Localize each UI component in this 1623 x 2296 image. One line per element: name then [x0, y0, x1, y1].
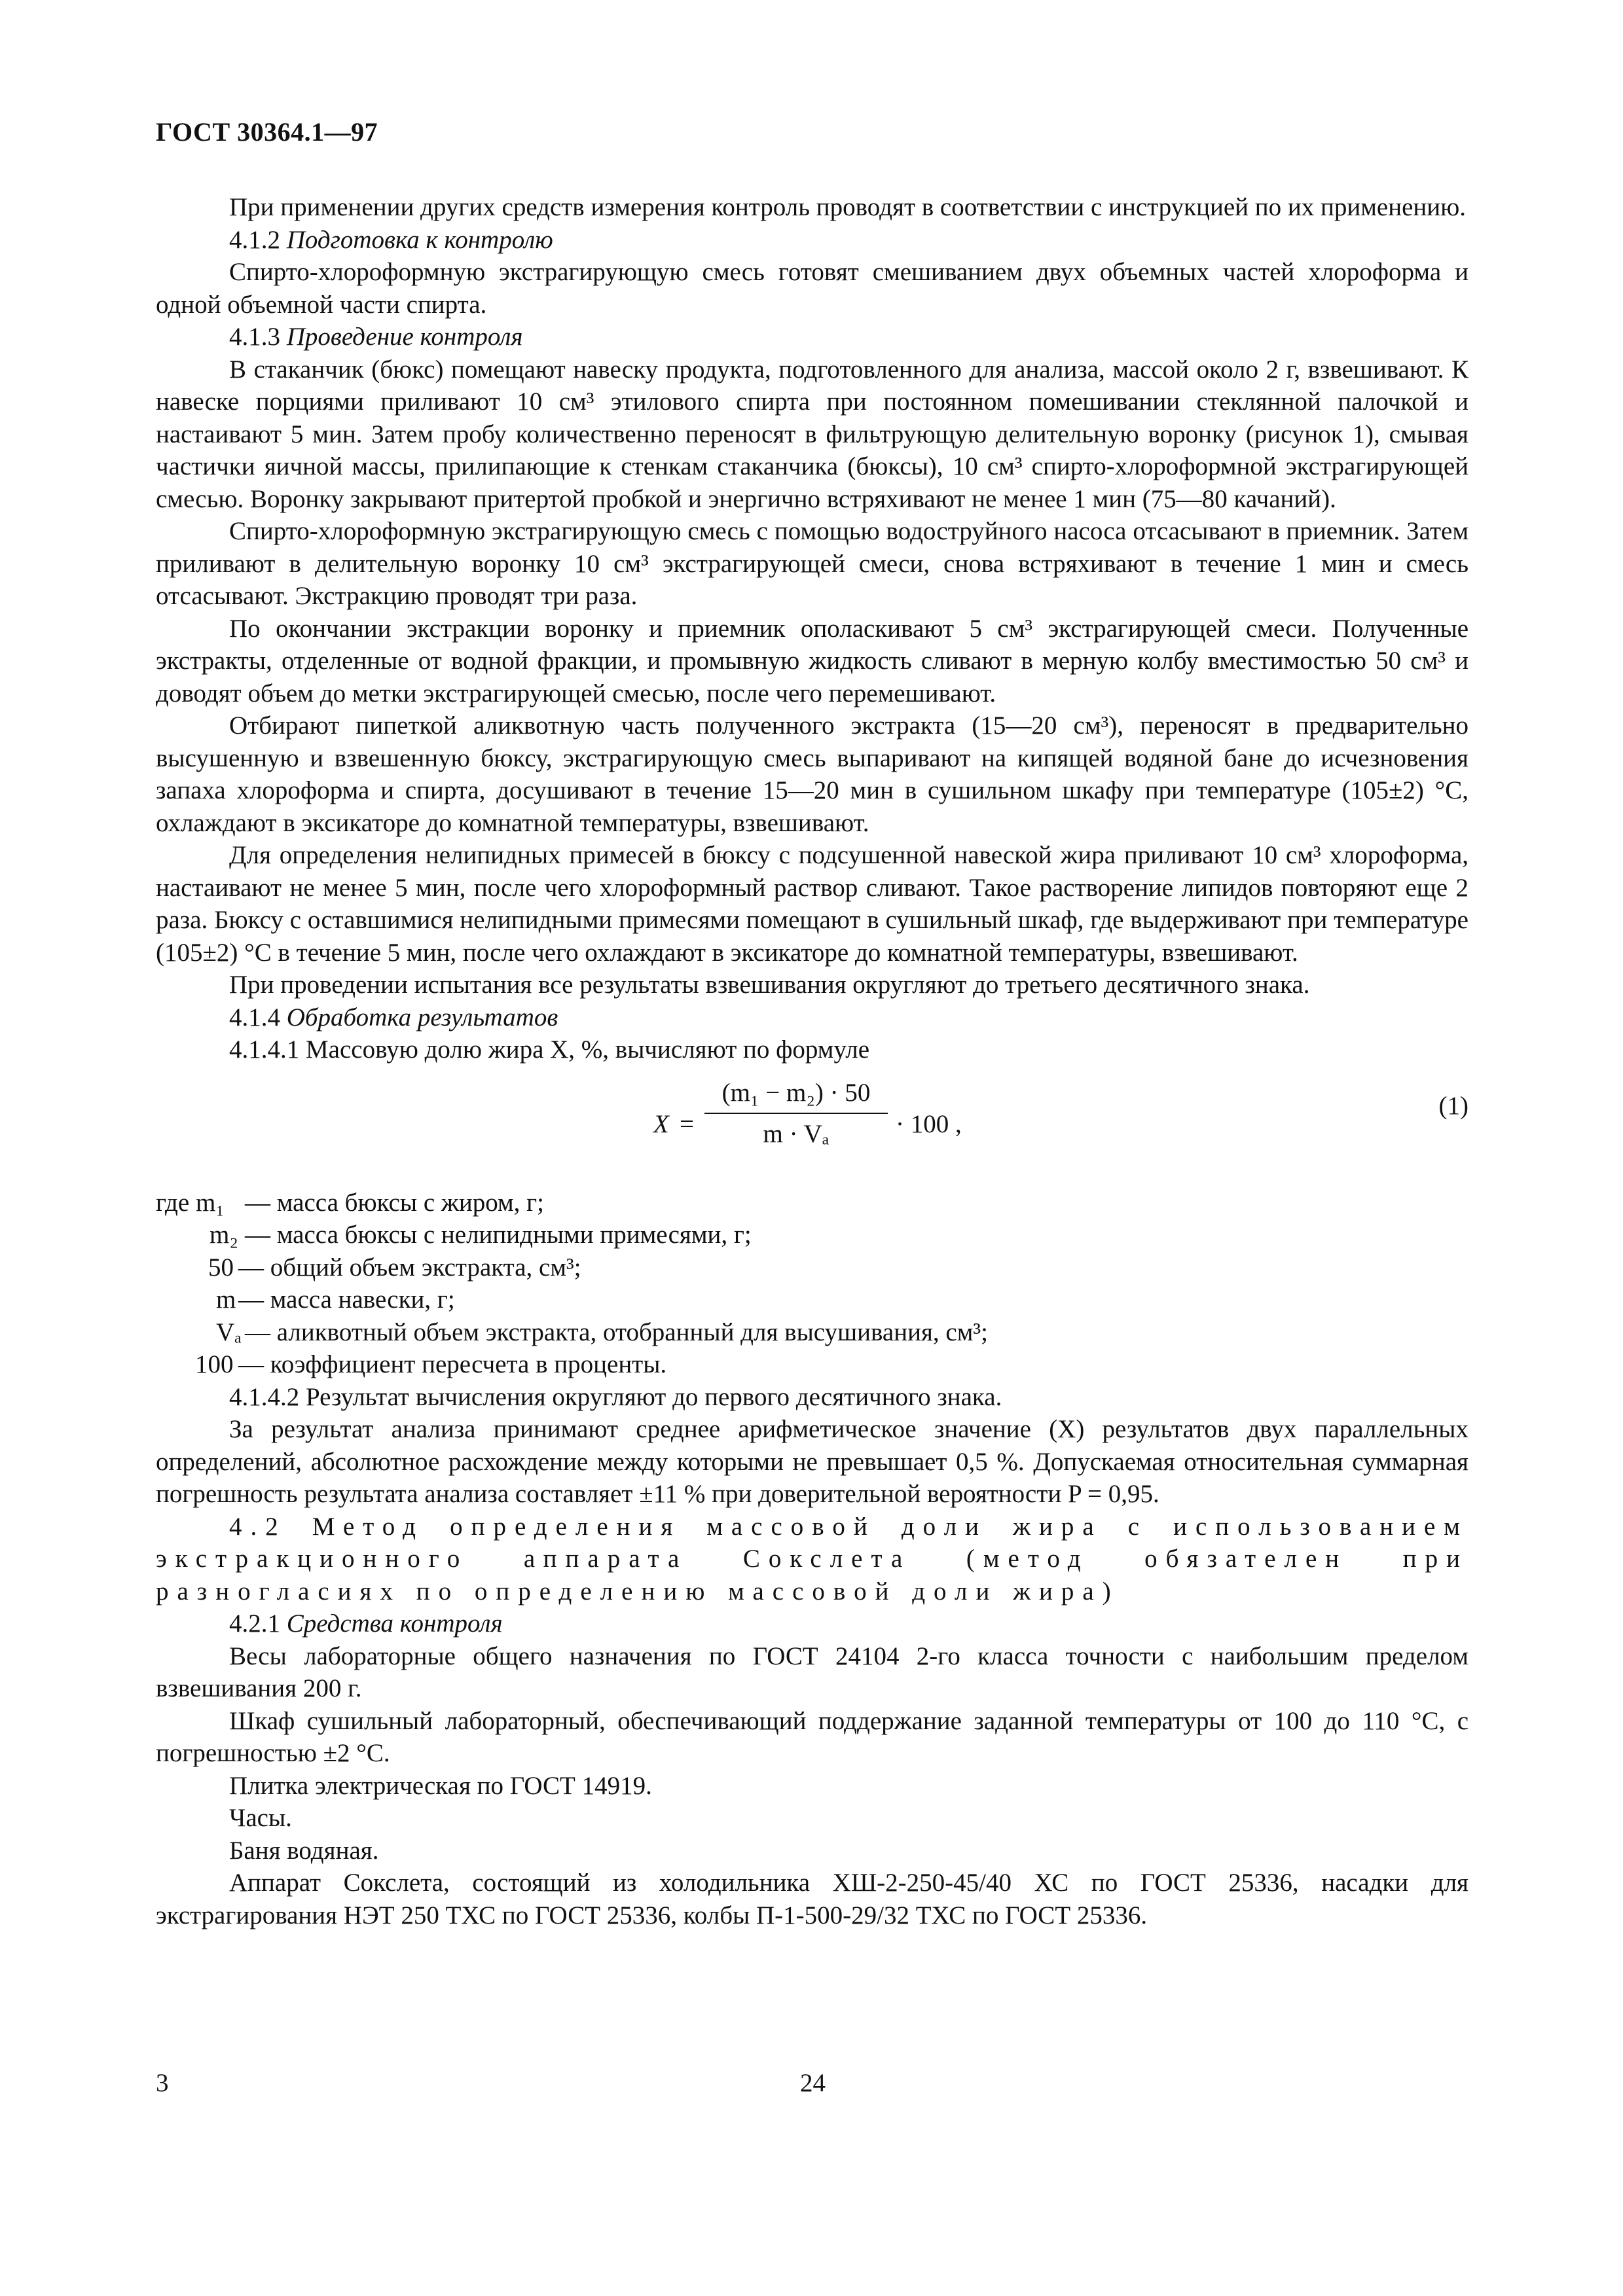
- formula-legend: [156, 1187, 1468, 1381]
- page-number: 24: [800, 2069, 826, 2097]
- document-header: ГОСТ 30364.1—97: [156, 117, 378, 147]
- paragraph: В стаканчик (бюкс) помещают навеску продукта, подготовленного для анализа, массой около 2 г, взвешивают. К навеске порциями приливают 10 см³ этилового спирта при постоянном помешивании стеклянной палочкой и настаивают 5 мин. Затем пробу количественно переносят в фильтрующую делительную воронку (рисунок 1), смывая частички яичной массы, прилипающие к стенкам стаканчика (бюксы), 10 см³ спирто-хлороформной экстрагирующей смесью. Воронку закрывают притертой пробкой и энергично встряхивают не менее 1 мин (75—80 качаний).: [156, 355, 1468, 513]
- section-number: 4.1.3: [229, 323, 280, 351]
- legend-symbol: 50: [208, 1253, 234, 1282]
- section-number: 4.1.4: [229, 1003, 280, 1031]
- paragraph: При проведении испытания все результаты взвешивания округляют до третьего десятичного знака.: [229, 971, 1310, 999]
- section-number: 4.1.2: [229, 225, 280, 254]
- section-title: Подготовка к контролю: [286, 225, 553, 254]
- legend-text: — аликвотный объем экстракта, отобранный для высушивания, см³;: [245, 1318, 988, 1346]
- legend-text: — масса навески, г;: [238, 1285, 455, 1314]
- paragraph: За результат анализа принимают среднее арифметическое значение (X) результатов двух параллельных определений, абсолютное расхождение между которыми не превышает 0,5 %. Допускаемая относительная суммарная погрешность результата анализа составляет ±11 % при доверительной вероятности P = 0,95.: [156, 1415, 1468, 1508]
- section-heading-4-1-2: [156, 224, 1468, 257]
- paragraph: Весы лабораторные общего назначения по ГОСТ 24104 2-го класса точности с наибольшим пределом взвешивания 200 г.: [156, 1641, 1468, 1702]
- legend-text: — масса бюксы с нелипидными примесями, г;: [245, 1221, 752, 1249]
- paragraph: Плитка электрическая по ГОСТ 14919.: [229, 1771, 652, 1800]
- legend-symbol: Vₐ: [216, 1318, 242, 1346]
- formula-equals: =: [680, 1109, 694, 1138]
- formula-fraction: [704, 1077, 888, 1151]
- section-title: Обработка результатов: [286, 1003, 558, 1031]
- paragraph: Для определения нелипидных примесей в бюксу с подсушенной навеской жира приливают 10 см³ хлороформа, настаивают не менее 5 мин, после чего хлороформный раствор сливают. Такое растворение липидов повторяют еще 2 раза. Бюксу с оставшимися нелипидными примесями помещают в сушильный шкаф, где выдерживают при температуре (105±2) °С в течение 5 мин, после чего охлаждают в эксикаторе до комнатной температуры, взвешивают.: [156, 841, 1468, 967]
- formula-multiplier: · 100 ,: [896, 1109, 962, 1138]
- legend-row: [156, 1251, 1468, 1284]
- section-number: 4.2.1: [229, 1609, 280, 1638]
- legend-row: [156, 1187, 1468, 1219]
- paragraph: Спирто-хлороформную экстрагирующую смесь с помощью водоструйного насоса отсасывают в приемник. Затем приливают в делительную воронку 10 см³ экстрагирующей смеси, снова встряхивают в течение 1 мин и смесь отсасывают. Экстракцию проводят три раза.: [156, 517, 1468, 610]
- paragraph: Аппарат Сокслета, состоящий из холодильника ХШ-2-250-45/40 ХС по ГОСТ 25336, насадки для экстрагирования НЭТ 250 ТХС по ГОСТ 25336, колбы П-1-500-29/32 ТХС по ГОСТ 25336.: [156, 1869, 1468, 1929]
- legend-row: [156, 1348, 1468, 1381]
- paragraph: 4.1.4.1 Массовую долю жира X, %, вычисляют по формуле: [229, 1035, 870, 1064]
- paragraph: Часы.: [229, 1804, 292, 1832]
- section-heading-4-1-3: [156, 321, 1468, 353]
- document-body: [156, 191, 1468, 1931]
- section-heading-4-2-1: [156, 1607, 1468, 1640]
- legend-row: [156, 1316, 1468, 1349]
- paragraph: Баня водяная.: [229, 1836, 379, 1865]
- section-title: Средства контроля: [286, 1609, 503, 1638]
- legend-symbol: 100: [195, 1350, 234, 1378]
- formula-lhs: X: [653, 1109, 669, 1138]
- legend-symbol: где m₁: [156, 1188, 225, 1217]
- paragraph: Шкаф сушильный лабораторный, обеспечивающий поддержание заданной температуры от 100 до 110 °С, с погрешностью ±2 °С.: [156, 1706, 1468, 1767]
- section-heading-4-1-4: [156, 1001, 1468, 1034]
- paragraph: Спирто-хлороформную экстрагирующую смесь готовят смешиванием двух объемных частей хлороформа и одной объемной части спирта.: [156, 258, 1468, 319]
- legend-row: [156, 1283, 1468, 1316]
- legend-text: — коэффициент пересчета в проценты.: [238, 1350, 667, 1378]
- paragraph: Отбирают пипеткой аликвотную часть полученного экстракта (15—20 см³), переносят в предварительно высушенную и взвешенную бюксу, экстрагирующую смесь выпаривают на кипящей водяной бане до исчезновения запаха хлороформа и спирта, досушивают в течение 15—20 мин в сушильном шкафу при температуре (105±2) °С, охлаждают в эксикаторе до комнатной температуры, взвешивают.: [156, 711, 1468, 837]
- formula-number: (1): [1438, 1091, 1468, 1120]
- legend-symbol: m₂: [210, 1221, 238, 1249]
- paragraph: При применении других средств измерения контроль проводят в соответствии с инструкцией по их применению.: [229, 193, 1467, 221]
- legend-symbol: m: [216, 1285, 236, 1314]
- legend-row: [156, 1219, 1468, 1251]
- section-title: Проведение контроля: [286, 323, 523, 351]
- formula-denominator: m · Vₐ: [763, 1120, 830, 1148]
- paragraph: По окончании экстракции воронку и приемник ополаскивают 5 см³ экстрагирующей смеси. Полученные экстракты, отделенные от водной фракции, и промывную жидкость сливают в мерную колбу вместимостью 50 см³ и доводят объем до метки экстрагирующей смесью, после чего перемешивают.: [156, 614, 1468, 708]
- footer-mark: 3: [156, 2069, 169, 2097]
- formula-numerator: (m₁ − m₂) · 50: [721, 1078, 871, 1107]
- legend-text: — общий объем экстракта, см³;: [238, 1253, 581, 1282]
- legend-text: — масса бюксы с жиром, г;: [245, 1188, 544, 1217]
- paragraph: 4.1.4.2 Результат вычисления округляют до первого десятичного знака.: [229, 1382, 1002, 1411]
- formula-1: [156, 1070, 1468, 1175]
- section-heading-4-2: 4.2 Метод определения массовой доли жира с использованием экстракционного аппарата Сокслета (метод обязателен при разногласиях по определению массовой доли жира): [156, 1512, 1468, 1605]
